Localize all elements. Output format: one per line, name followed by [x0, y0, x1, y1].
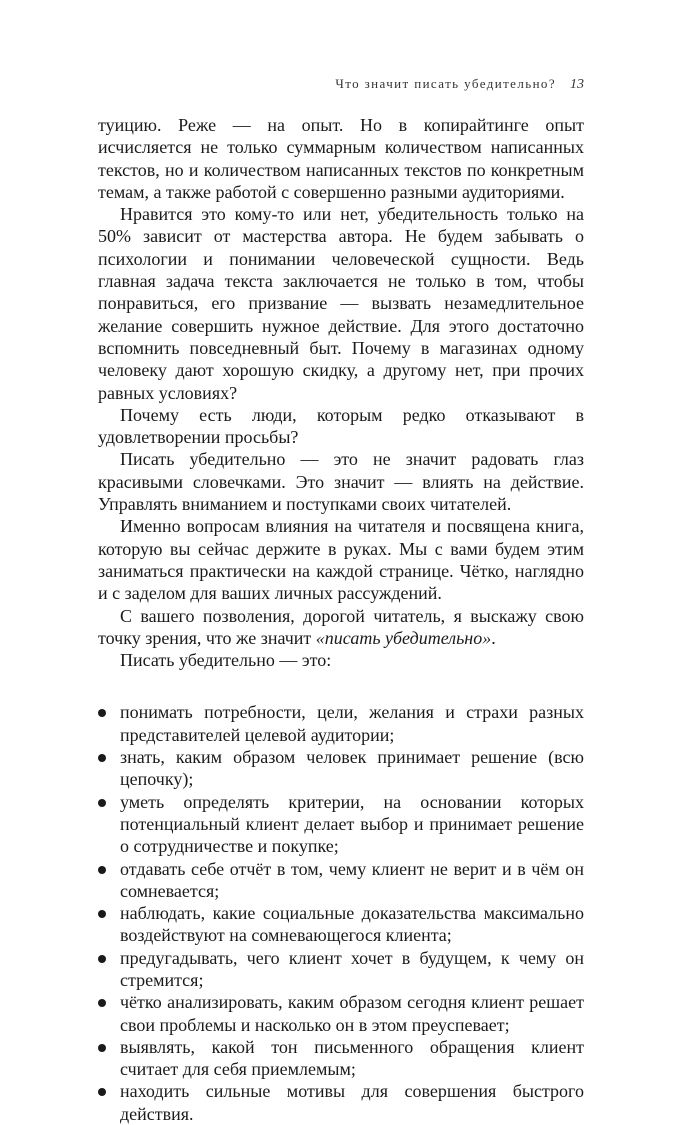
page-body [98, 114, 584, 1125]
paragraph: Писать убедительно — это: [120, 650, 332, 671]
paragraph: Нравится это кому-то или нет, убедительность только на 50% зависит от мастерства автора. Не будем забывать о психологии и понимании человеческой сущности. Ведь главная задача текста заключается не только в том, чтобы понравиться, его призвание — вызвать незамедлительное желание совершить нужное действие. Для этого достаточно вспомнить повседневный быт. Почему в магазинах одному человеку дают хорошую скидку, а другому нет, при прочих равных условиях? [98, 204, 584, 403]
bullet-icon [98, 709, 106, 717]
list-item [98, 1080, 584, 1125]
paragraph-text: . [491, 627, 496, 648]
list-item-text: находить сильные мотивы для совершения быстрого действия. [120, 1081, 584, 1124]
bullet-icon [98, 955, 106, 963]
paragraph [98, 605, 584, 650]
bullet-icon [98, 910, 106, 918]
paragraph: туицию. Реже — на опыт. Но в копирайтинге опыт исчисляется не только суммарным количеством написанных текстов, но и количеством написанных текстов по конкретным темам, а также работой с совершенно разными аудиториями. [98, 115, 584, 202]
list-item [98, 1036, 584, 1081]
running-title: Что значит писать убедительно? [335, 76, 556, 91]
list-item [98, 947, 584, 992]
list-item-text: предугадывать, чего клиент хочет в будущем, к чему он стремится; [120, 947, 584, 990]
bullet-icon [98, 999, 106, 1007]
list-item [98, 746, 584, 791]
list-item [98, 701, 584, 746]
list-item-text: наблюдать, какие социальные доказательства максимально воздействуют на сомневающегося клиента; [120, 903, 584, 946]
list-item-text: отдавать себе отчёт в том, чему клиент не верит и в чём он сомневается; [120, 858, 584, 901]
bullet-list [98, 701, 584, 1125]
list-item-text: уметь определять критерии, на основании которых потенциальный клиент делает выбор и принимает решение о сотрудничестве и покупке; [120, 791, 584, 857]
paragraph: Почему есть люди, которым редко отказывают в удовлетворении просьбы? [98, 404, 584, 448]
bullet-icon [98, 799, 106, 807]
paragraph: Писать убедительно — это не значит радовать глаз красивыми словечками. Это значит — влиять на действие. Управлять вниманием и поступками своих читателей. [98, 449, 584, 515]
list-item-text: выявлять, какой тон письменного обращения клиент считает для себя приемлемым; [120, 1036, 584, 1080]
list-item-text: знать, каким образом человек принимает решение (всю цепочку); [120, 747, 584, 790]
paragraph: Именно вопросам влияния на читателя и посвящена книга, которую вы сейчас держите в руках. Мы с вами будем этим заниматься практически на каждой странице. Чётко, наглядно и с заделом для ваших личных рассуждений. [98, 516, 584, 604]
list-item [98, 991, 584, 1036]
bullet-icon [98, 866, 106, 874]
running-header [98, 76, 584, 93]
bullet-icon [98, 1044, 106, 1052]
bullet-icon [98, 1088, 106, 1096]
list-item [98, 858, 584, 903]
list-item-text: понимать потребности, цели, желания и страхи разных представителей целевой аудитории; [120, 702, 584, 745]
paragraph-text: С вашего позволения, дорогой читатель, я выскажу свою точку зрения, что же значит [98, 605, 584, 648]
list-item [98, 791, 584, 858]
list-item-text: чётко анализировать, каким образом сегодня клиент решает свои проблемы и насколько он в этом преуспевает; [120, 992, 584, 1035]
emphasized-phrase: «писать убедительно» [315, 627, 492, 648]
bullet-icon [98, 754, 106, 762]
page-number: 13 [570, 77, 584, 92]
list-item [98, 902, 584, 947]
